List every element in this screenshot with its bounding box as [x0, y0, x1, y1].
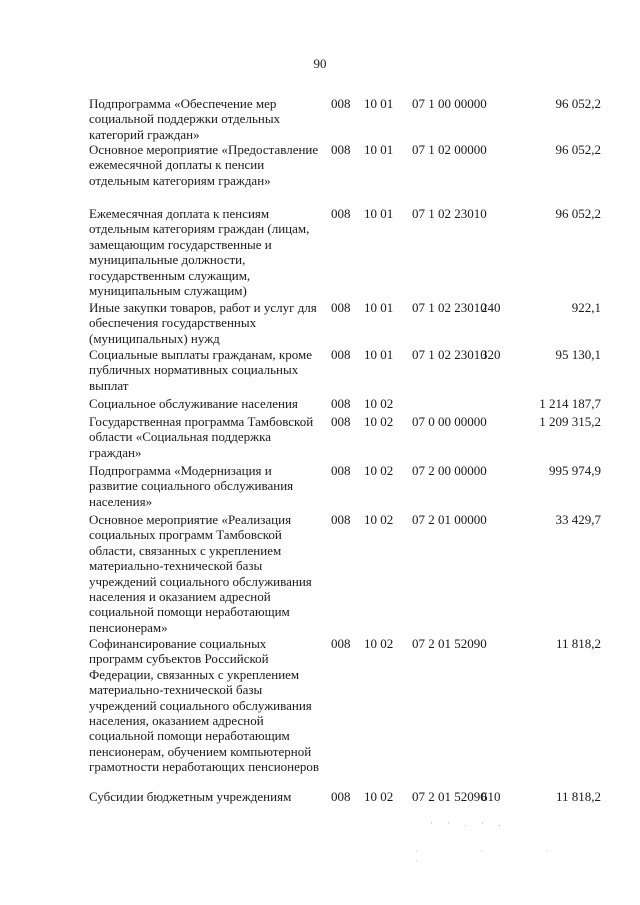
row-name: Подпрограмма «Обеспечение мер социальной поддержки отдельных категорий граждан»	[89, 96, 281, 142]
row-name: Государственная программа Тамбовской области «Социальная поддержка граждан»	[89, 414, 314, 460]
row-rz-pr: 10 02	[364, 789, 394, 804]
row-sum: 96 052,2	[555, 142, 601, 157]
row-csr: 07 1 02 23010	[412, 206, 487, 221]
scan-noise-lower: · · · ·	[415, 846, 579, 866]
row-rz-pr: 10 02	[364, 512, 394, 527]
row-rz-pr: 10 02	[364, 414, 394, 429]
row-ved: 008	[331, 414, 351, 429]
row-rz-pr: 10 01	[364, 347, 394, 362]
page-number: 90	[313, 56, 327, 71]
row-sum: 11 818,2	[555, 789, 601, 804]
row-vr: 240	[481, 300, 501, 315]
row-sum: 1 214 187,7	[539, 396, 601, 411]
row-csr: 07 2 01 00000	[412, 512, 487, 527]
row-sum: 922,1	[571, 300, 601, 315]
row-csr: 07 1 02 23010	[412, 300, 487, 315]
row-sum: 96 052,2	[555, 96, 601, 111]
row-name: Софинансирование социальных программ субъектов Российской Федерации, связанных с укреплением материально-технической базы учреждений социального обслуживания населения, оказанием адресной социальной помощи неработающим пенсионерам, обучением компьютерной грамотности неработающих пенсионеров	[89, 636, 320, 775]
row-rz-pr: 10 01	[364, 142, 394, 157]
row-sum: 1 209 315,2	[539, 414, 601, 429]
row-sum: 33 429,7	[555, 512, 601, 527]
row-csr: 07 1 00 00000	[412, 96, 487, 111]
row-name: Подпрограмма «Модернизация и развитие социального обслуживания населения»	[89, 463, 294, 509]
row-name: Социальные выплаты гражданам, кроме публичных нормативных социальных выплат	[89, 347, 312, 393]
row-ved: 008	[331, 142, 351, 157]
row-rz-pr: 10 01	[364, 96, 394, 111]
row-csr: 07 2 01 52090	[412, 636, 487, 651]
row-ved: 008	[331, 789, 351, 804]
row-ved: 008	[331, 347, 351, 362]
row-ved: 008	[331, 512, 351, 527]
row-ved: 008	[331, 206, 351, 221]
row-ved: 008	[331, 96, 351, 111]
row-name: Основное мероприятие «Реализация социальных программ Тамбовской области, связанных с укреплением материально-технической базы учреждений социального обслуживания населения и оказанием адресной социальной помощи неработающим пенсионерам»	[89, 512, 312, 635]
row-csr: 07 1 02 00000	[412, 142, 487, 157]
row-rz-pr: 10 01	[364, 206, 394, 221]
row-name: Основное мероприятие «Предоставление ежемесячной доплаты к пенсии отдельным категориям граждан»	[89, 142, 319, 188]
row-sum: 995 974,9	[549, 463, 601, 478]
row-name: Иные закупки товаров, работ и услуг для обеспечения государственных (муниципальных) нужд	[89, 300, 317, 346]
scan-noise: · · . · .	[430, 818, 507, 828]
row-name: Ежемесячная доплата к пенсиям отдельным категориям граждан (лицам, замещающим государственные и муниципальные должности, государственным служащим, муниципальным служащим)	[89, 206, 310, 299]
row-name: Социальное обслуживание населения	[89, 396, 298, 411]
row-sum: 11 818,2	[555, 636, 601, 651]
row-sum: 95 130,1	[555, 347, 601, 362]
row-rz-pr: 10 02	[364, 636, 394, 651]
row-rz-pr: 10 01	[364, 300, 394, 315]
row-ved: 008	[331, 300, 351, 315]
row-sum: 96 052,2	[555, 206, 601, 221]
row-ved: 008	[331, 396, 351, 411]
row-ved: 008	[331, 463, 351, 478]
row-name: Субсидии бюджетным учреждениям	[89, 789, 292, 804]
row-csr: 07 0 00 00000	[412, 414, 487, 429]
row-vr: 320	[481, 347, 501, 362]
row-ved: 008	[331, 636, 351, 651]
row-rz-pr: 10 02	[364, 463, 394, 478]
row-csr: 07 2 00 00000	[412, 463, 487, 478]
row-csr: 07 2 01 52090	[412, 789, 487, 804]
row-vr: 610	[481, 789, 501, 804]
row-csr: 07 1 02 23010	[412, 347, 487, 362]
row-rz-pr: 10 02	[364, 396, 394, 411]
